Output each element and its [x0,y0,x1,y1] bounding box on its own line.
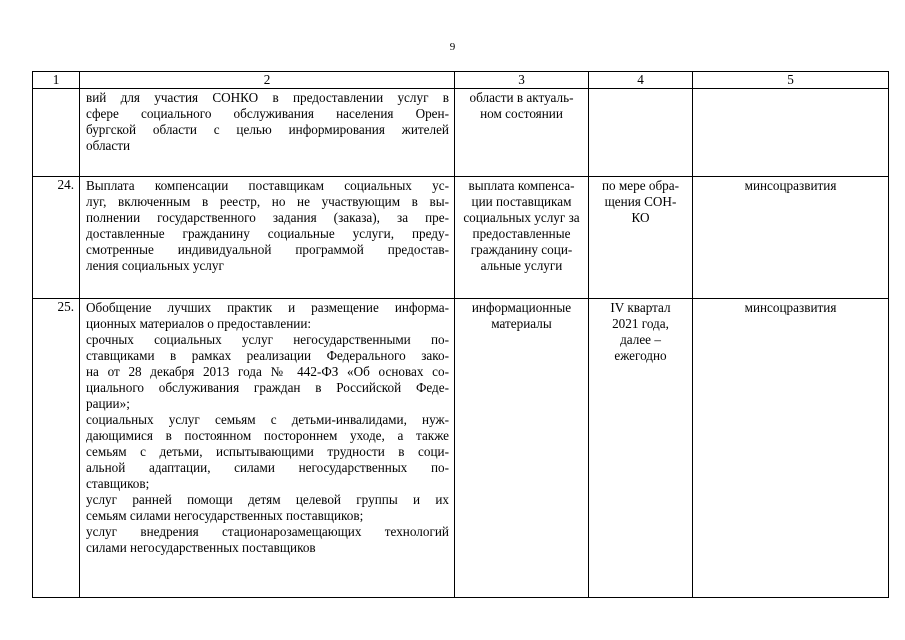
header-cell: 2 [80,72,455,89]
text-line: силами негосударственных поставщиков [86,540,316,555]
text-line: на от 28 декабря 2013 года № 442-ФЗ «Об основах со- [86,364,449,379]
text-line: щения СОН- [604,194,677,209]
text-line: КО [631,210,650,225]
text-line: рации»; [86,396,130,411]
text-line: материалы [491,316,552,331]
responsible-cell: минсоцразвития [693,299,889,598]
text-line: социальных услуг за [463,210,580,225]
text-line: ставщиков; [86,476,150,491]
text-line: вий для участия СОНКО в предоставлении услуг в [86,90,449,105]
table-row [33,89,889,177]
text-line: информационные [471,300,572,315]
header-cell: 5 [693,72,889,89]
text-line: срочных социальных услуг негосударственными по- [86,332,449,347]
table-header-row [33,72,889,89]
text-line: ления социальных услуг [86,258,224,273]
text-line: луг, включенным в реестр, но не участвующим в вы- [86,194,449,209]
measure-description [80,177,455,299]
header-cell: 4 [589,72,693,89]
text-line: Выплата компенсации поставщикам социальных ус- [86,178,449,193]
page-number: 9 [449,41,456,53]
text-line: бургской области с целью информирования жителей [86,122,449,137]
text-line: социальных услуг семьям с детьми-инвалидами, нуж- [86,412,449,427]
text-line: ежегодно [614,348,667,363]
text-line: семьям с детьми, испытывающими трудности в соци- [86,444,449,459]
text-line: ционных материалов о предоставлении: [86,316,312,331]
text-line: ции поставщикам [471,194,572,209]
text-line: далее – [620,332,661,347]
text-line: Обобщение лучших практик и размещение информа- [86,300,449,315]
term-cell [589,89,693,177]
row-number: 25. [33,299,80,598]
responsible-cell [693,89,889,177]
text-line: IV квартал [610,300,671,315]
term-cell [589,177,693,299]
text-line: по мере обра- [601,178,680,193]
measure-description [80,299,455,598]
row-number: 24. [33,177,80,299]
result-cell [455,299,589,598]
text-line: области [86,138,131,153]
measure-description [80,89,455,177]
text-line: доставленные гражданину социальные услуги, преду- [86,226,449,241]
table-row [33,177,889,299]
text-line: смотренные индивидуальной программой предостав- [86,242,449,257]
responsible-cell: минсоцразвития [693,177,889,299]
text-line: семьям силами негосударственных поставщиков; [86,508,364,523]
text-line: области в актуаль- [469,90,574,105]
text-line: ставщиками в рамках реализации Федерального зако- [86,348,449,363]
text-line: ном состоянии [480,106,563,121]
text-line: предоставленные [472,226,571,241]
text-line: циального обслуживания граждан в Российской Феде- [86,380,449,395]
text-line: альной адаптации, силами негосударственных по- [86,460,449,475]
term-cell [589,299,693,598]
header-cell: 1 [33,72,80,89]
text-line: выплата компенса- [468,178,575,193]
result-cell [455,177,589,299]
result-cell [455,89,589,177]
text-line: сфере социального обслуживания населения Орен- [86,106,449,121]
text-line: 2021 года, [612,316,669,331]
text-line: гражданину соци- [470,242,573,257]
row-number [33,89,80,177]
text-line: альные услуги [480,258,563,273]
text-line: услуг ранней помощи детям целевой группы и их [86,492,449,507]
header-cell: 3 [455,72,589,89]
text-line: услуг внедрения стационарозамещающих технологий [86,524,449,539]
text-line: дающимися в постоянном постороннем уходе, а также [86,428,449,443]
table-row [33,299,889,598]
text-line: полнении государственного задания (заказа), за пре- [86,210,449,225]
measures-table [32,71,889,598]
